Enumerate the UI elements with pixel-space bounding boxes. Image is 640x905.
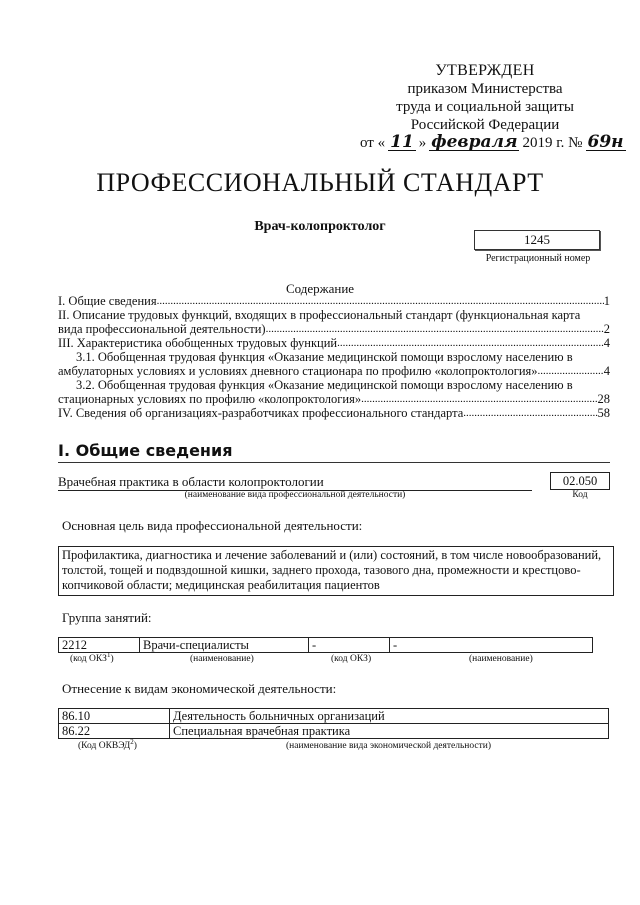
date-prefix: от « — [360, 135, 386, 151]
toc-item-page: 4 — [603, 336, 610, 350]
goal-label: Основная цель вида профессиональной деятельности: — [62, 518, 363, 533]
goal-text-box: Профилактика, диагностика и лечение заболеваний и (или) состояний, в том числе новообразований, толстой, тощей и подвздошной кишки, заднего прохода, тазового дна, промежности и крестцово-копчиковой области; медицинская реабилитация пациентов — [58, 546, 614, 596]
okz-name2-cell: - — [390, 638, 593, 653]
section-title: I. Общие сведения — [58, 441, 233, 460]
toc-item[interactable] — [58, 364, 610, 378]
caption-text: ) — [110, 654, 114, 664]
toc-leader-dots — [463, 406, 597, 420]
approval-line: приказом Министерства — [407, 81, 563, 97]
table-row — [59, 709, 609, 724]
handwritten-order-number: 69н — [587, 132, 624, 152]
toc-item[interactable] — [58, 392, 610, 406]
toc-item[interactable] — [58, 406, 610, 420]
activity-code-caption: Код — [572, 490, 588, 500]
footnote-marker: 1 — [106, 650, 111, 659]
toc-leader-dots — [157, 294, 604, 308]
toc-leader-dots — [538, 364, 604, 378]
date-year: 2019 г. № — [522, 135, 583, 151]
okz-code2-cell: - — [309, 638, 390, 653]
okz-name-cell: Врачи-специалисты — [140, 638, 309, 653]
toc-item-text: стационарных условиях по профилю «колопроктология» — [58, 392, 362, 406]
okz-code2-caption: (код ОКЗ) — [331, 654, 372, 664]
profession-name: Врач-колопроктолог — [254, 219, 386, 234]
occupation-group-table — [58, 637, 593, 653]
toc-item-text: амбулаторных условиях и условиях дневного стационара по профилю «колопроктология» — [58, 364, 538, 378]
toc-item-page: 1 — [603, 294, 610, 308]
toc-item-page: 58 — [597, 406, 610, 420]
toc-item[interactable] — [58, 294, 610, 308]
registration-number-caption: Регистрационный номер — [485, 253, 591, 264]
okved-name-cell: Специальная врачебная практика — [170, 724, 609, 739]
okved-name-caption: (наименование вида экономической деятельности) — [286, 741, 491, 751]
table-row — [59, 724, 609, 739]
okved-code-cell: 86.10 — [59, 709, 170, 724]
caption-text: (Код ОКВЭД — [78, 741, 131, 751]
toc-heading: Содержание — [285, 281, 355, 296]
activity-name-caption: (наименование вида профессиональной деятельности) — [184, 490, 406, 500]
toc-item-text: I. Общие сведения — [58, 294, 157, 308]
toc-leader-dots — [266, 322, 604, 336]
toc-item-page: 2 — [603, 322, 610, 336]
table-of-contents — [58, 294, 610, 420]
toc-item-text[interactable]: 3.2. Обобщенная трудовая функция «Оказание медицинской помощи взрослому населению в — [76, 378, 573, 392]
toc-item-text: III. Характеристика обобщенных трудовых функций — [58, 336, 338, 350]
toc-item-page: 28 — [597, 392, 610, 406]
okz-name2-caption: (наименование) — [469, 654, 533, 664]
okved-label: Отнесение к видам экономической деятельности: — [62, 681, 337, 696]
activity-name-field: Врачебная практика в области колопроктологии — [58, 474, 532, 491]
okved-code-caption — [78, 737, 137, 751]
okved-table — [58, 708, 609, 739]
caption-text: ) — [133, 741, 137, 751]
okz-code-cell: 2212 — [59, 638, 140, 653]
group-label: Группа занятий: — [62, 610, 152, 625]
approval-block — [360, 62, 624, 152]
toc-item-text[interactable]: II. Описание трудовых функций, входящих в профессиональный стандарт (функциональная карта — [58, 308, 581, 322]
okz-name-caption: (наименование) — [190, 654, 254, 664]
registration-number-box: 1245 — [474, 230, 600, 250]
toc-item[interactable] — [58, 336, 610, 350]
toc-leader-dots — [337, 336, 604, 350]
table-row — [59, 638, 593, 653]
okz-code-caption — [70, 650, 114, 664]
toc-item-text: IV. Сведения об организациях-разработчиках профессионального стандарта — [58, 406, 464, 420]
document-title: ПРОФЕССИОНАЛЬНЫЙ СТАНДАРТ — [96, 168, 544, 197]
activity-code-box: 02.050 — [550, 472, 610, 490]
approval-title: УТВЕРЖДЕН — [435, 62, 535, 79]
approval-line: труда и социальной защиты — [396, 99, 574, 115]
footnote-marker: 2 — [130, 737, 134, 746]
toc-item-page: 4 — [603, 364, 610, 378]
approval-date-line — [360, 134, 626, 152]
handwritten-month: февраля — [431, 132, 518, 152]
handwritten-day: 11 — [390, 132, 414, 152]
approval-line: Российской Федерации — [410, 117, 560, 133]
toc-leader-dots — [361, 392, 597, 406]
caption-text: (код ОКЗ — [70, 654, 107, 664]
section-divider — [58, 462, 610, 463]
date-mid: » — [418, 135, 427, 151]
okved-name-cell: Деятельность больничных организаций — [170, 709, 609, 724]
toc-item-text: вида профессиональной деятельности) — [58, 322, 266, 336]
toc-item[interactable] — [58, 322, 610, 336]
toc-item-text[interactable]: 3.1. Обобщенная трудовая функция «Оказание медицинской помощи взрослому населению в — [76, 350, 573, 364]
okved-code-cell: 86.22 — [59, 724, 170, 739]
